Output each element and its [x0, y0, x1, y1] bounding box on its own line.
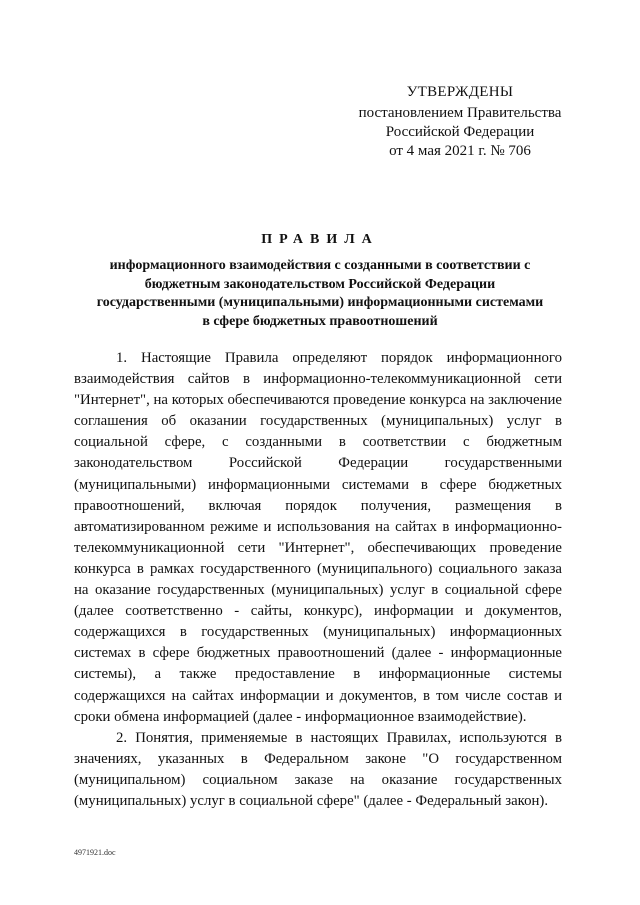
approval-line-1: постановлением Правительства [358, 105, 562, 121]
paragraph-2: 2. Понятия, применяемые в настоящих Правилах, используются в значениях, указанных в Федеральном законе "О государственном (муниципальном) социальном заказе на оказание государственных (муниципальных) услуг в социальной сфере" (далее - Федеральный закон). [74, 729, 562, 809]
document-body [74, 348, 562, 812]
approval-block [340, 83, 580, 161]
subtitle-line-4: в сфере бюджетных правоотношений [202, 313, 438, 329]
document-subtitle [80, 257, 560, 331]
subtitle-line-3: государственными (муниципальными) информационными системами [96, 295, 544, 311]
approval-heading: УТВЕРЖДЕНЫ [406, 84, 514, 100]
paragraph-1: 1. Настоящие Правила определяют порядок информационного взаимодействия сайтов в информационно-телекоммуникационной сети "Интернет", на которых обеспечиваются проведение конкурса на заключение соглашения об оказании государственных (муниципальных) услуг в социальной сфере, с созданными в соответствии с бюджетным законодательством Российской Федерации государственными (муниципальными) информационными системами в сфере бюджетных правоотношений, включая порядок получения, размещения в автоматизированном режиме и использования на сайтах в информационно-телекоммуникационной сети "Интернет", обеспечивающих проведение конкурса в рамках государственного (муниципального) социального заказа на оказание государственных (муниципальных) услуг в социальной сфере (далее соответственно - сайты, конкурс), информации и документов, содержащихся в государственных (муниципальных) информационных системах в сфере бюджетных правоотношений (далее - информационные системы), а также предоставление в информационные системы содержащихся на сайтах информации и документов, в том числе состав и сроки обмена информацией (далее - информационное взаимодействие). [74, 350, 562, 725]
document-title: ПРАВИЛА [261, 232, 379, 247]
subtitle-line-2: бюджетным законодательством Российской Федерации [144, 276, 496, 292]
approval-line-2: Российской Федерации [385, 124, 535, 140]
file-reference: 4971921.doc [74, 848, 116, 857]
approval-line-3: от 4 мая 2021 г. № 706 [389, 143, 531, 159]
subtitle-line-1: информационного взаимодействия с созданными в соответствии с [109, 258, 531, 273]
